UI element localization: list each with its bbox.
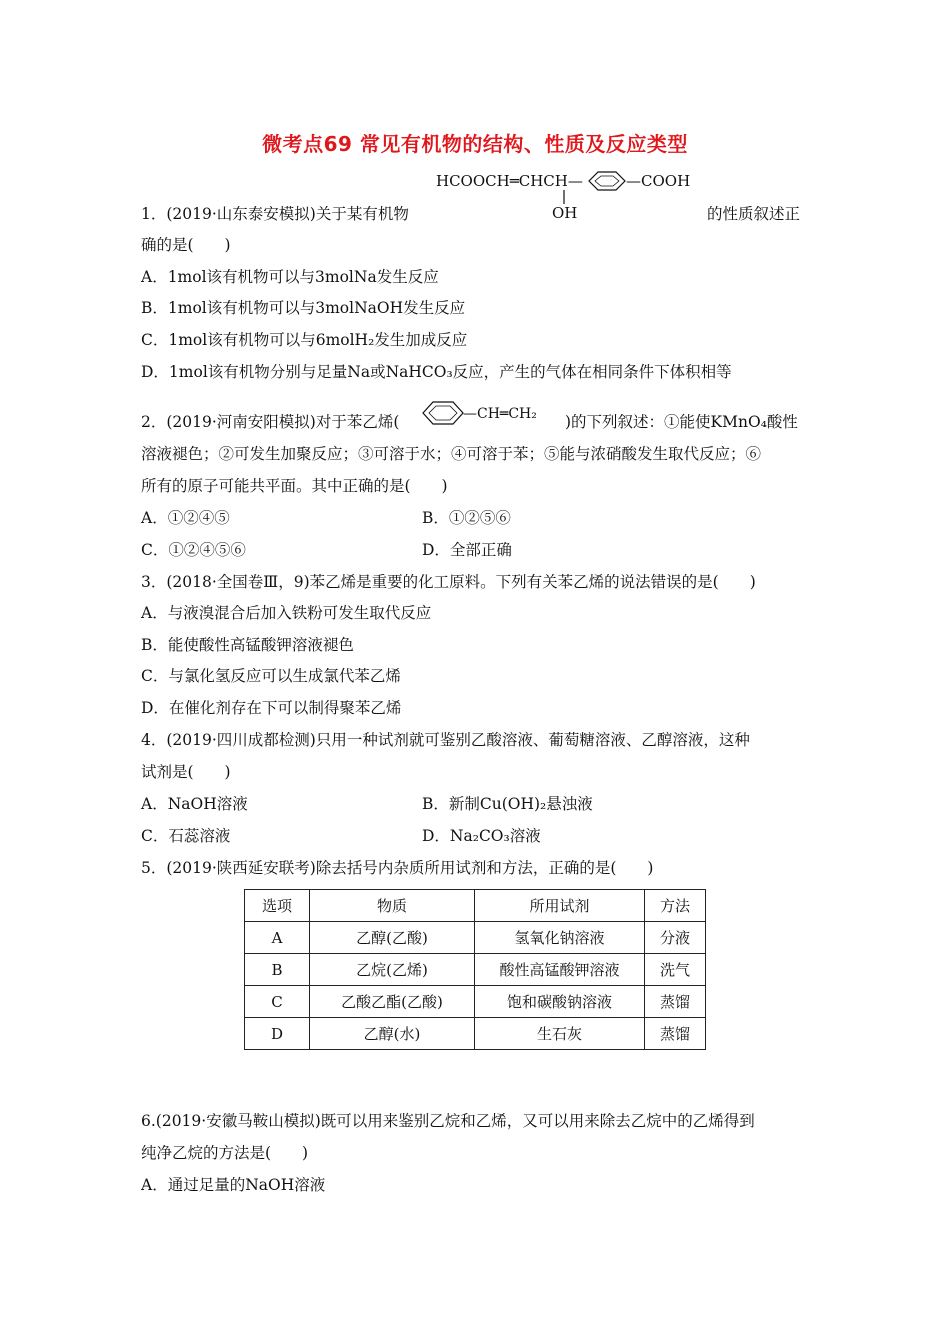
q2-option-d: D．全部正确 — [422, 541, 512, 559]
table-cell: 饱和碳酸钠溶液 — [475, 986, 645, 1018]
q5-stem: 5．(2019·陕西延安联考)除去括号内杂质所用试剂和方法，正确的是( ) — [141, 859, 654, 877]
q4-option-b: B．新制Cu(OH)₂悬浊液 — [422, 795, 593, 813]
q4-option-c: C．石蕊溶液 — [141, 827, 231, 845]
q6-stem: 6.(2019·安徽马鞍山模拟)既可以用来鉴别乙烷和乙烯，又可以用来除去乙烷中的乙烯得到 — [141, 1112, 755, 1130]
q6-option-a: A．通过足量的NaOH溶液 — [141, 1176, 326, 1194]
table-cell: 乙烷(乙烯) — [310, 954, 475, 986]
table-cell: 乙酸乙酯(乙酸) — [310, 986, 475, 1018]
q3-option-d: D．在催化剂存在下可以制得聚苯乙烯 — [141, 699, 402, 717]
q6-stem-cont: 纯净乙烷的方法是( ) — [141, 1144, 309, 1162]
q2-option-a: A．①②④⑤ — [141, 509, 230, 527]
q1-option-a: A．1mol该有机物可以与3molNa发生反应 — [141, 268, 439, 286]
q1-structure-oh: OH — [552, 204, 578, 222]
q5-options-table — [244, 889, 706, 1050]
q3-stem: 3．(2018·全国卷Ⅲ，9)苯乙烯是重要的化工原料。下列有关苯乙烯的说法错误的是( ) — [141, 573, 756, 591]
q2-stem-line2: 溶液褪色；②可发生加聚反应；③可溶于水；④可溶于苯；⑤能与浓硝酸发生取代反应；⑥ — [141, 445, 762, 463]
table-cell: 分液 — [645, 922, 706, 954]
q2-structure-vinyl: —CH═CH₂ — [463, 406, 537, 422]
table-header-cell: 方法 — [645, 890, 706, 922]
table-cell: 酸性高锰酸钾溶液 — [475, 954, 645, 986]
q1-option-c: C．1mol该有机物可以与6molH₂发生加成反应 — [141, 331, 468, 349]
table-row — [245, 1018, 706, 1050]
q1-structure-tail: —COOH — [626, 172, 691, 190]
q2-option-b: B．①②⑤⑥ — [422, 509, 511, 527]
table-cell: A — [245, 922, 310, 954]
table-header-cell: 物质 — [310, 890, 475, 922]
q1-stem-right: 的性质叙述正 — [707, 205, 801, 223]
table-row — [245, 954, 706, 986]
q1-option-d: D．1mol该有机物分别与足量Na或NaHCO₃反应，产生的气体在相同条件下体积相等 — [141, 363, 732, 381]
table-header-row — [245, 890, 706, 922]
q1-stem: 1．(2019·山东泰安模拟)关于某有机物 — [141, 205, 409, 223]
q2-styrene-structure — [415, 396, 565, 430]
q4-stem: 4．(2019·四川成都检测)只用一种试剂就可鉴别乙酸溶液、葡萄糖溶液、乙醇溶液，这种 — [141, 731, 750, 749]
q1-structure-formula — [430, 166, 730, 222]
table-cell: D — [245, 1018, 310, 1050]
table-cell: 生石灰 — [475, 1018, 645, 1050]
q2-stem-right: )的下列叙述：①能使KMnO₄酸性 — [565, 413, 798, 431]
table-cell: 氢氧化钠溶液 — [475, 922, 645, 954]
table-cell: 洗气 — [645, 954, 706, 986]
q1-structure-main: HCOOCH═CHCH— — [436, 172, 583, 190]
q2-option-c: C．①②④⑤⑥ — [141, 541, 246, 559]
table-cell: 蒸馏 — [645, 1018, 706, 1050]
table-cell: C — [245, 986, 310, 1018]
q3-option-b: B．能使酸性高锰酸钾溶液褪色 — [141, 636, 354, 654]
table-row — [245, 922, 706, 954]
q2-stem: 2．(2019·河南安阳模拟)对于苯乙烯( — [141, 413, 400, 431]
table-cell: B — [245, 954, 310, 986]
page-title: 微考点69 常见有机物的结构、性质及反应类型 — [262, 132, 688, 156]
q3-option-a: A．与液溴混合后加入铁粉可发生取代反应 — [141, 604, 432, 622]
q4-option-a: A．NaOH溶液 — [141, 795, 248, 813]
q4-option-d: D．Na₂CO₃溶液 — [422, 827, 541, 845]
q3-option-c: C．与氯化氢反应可以生成氯代苯乙烯 — [141, 667, 401, 685]
table-cell: 乙醇(乙酸) — [310, 922, 475, 954]
table-row — [245, 986, 706, 1018]
table-header-cell: 选项 — [245, 890, 310, 922]
table-cell: 乙醇(水) — [310, 1018, 475, 1050]
q2-stem-line3: 所有的原子可能共平面。其中正确的是( ) — [141, 477, 448, 495]
q1-stem-cont: 确的是( ) — [141, 236, 231, 254]
q1-option-b: B．1mol该有机物可以与3molNaOH发生反应 — [141, 299, 466, 317]
q4-stem-cont: 试剂是( ) — [141, 763, 231, 781]
table-cell: 蒸馏 — [645, 986, 706, 1018]
table-header-cell: 所用试剂 — [475, 890, 645, 922]
